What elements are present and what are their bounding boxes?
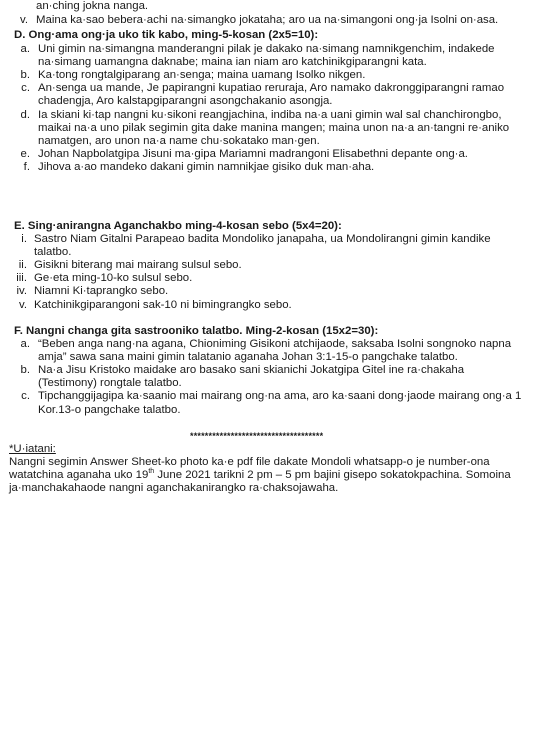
item-text-line: Uni gimin na·simangna manderangni pilak je dakako na·simang namnikgenchim, indakede [38,43,495,55]
item-text-line: Kor.13-o pangchake talatbo. [38,403,181,416]
item-text-line: Ia skiani ki·tap nangni ku·sikoni reangjachina, indiba na·a uani gimin wal sal chanchirongbo, [38,108,502,121]
notice-text: watatchina aganaha uko 19 [9,469,149,481]
notice-text: June 2021 tarikni 2 pm – 5 pm bajini gisepo sokatokpachina. Somoina [154,469,511,481]
item-number: iv. [16,285,27,298]
item-number: c. [21,82,30,95]
item-number: b. [20,69,30,82]
item-text-line: maikai na·a uno pilak segimin gita dake manina mangen; maina unon na·a an·tangni re·aniko [38,121,510,134]
continued-line: an·ching jokna nanga. [36,0,149,12]
item-text-line: Ka·tong rongtalgiparang an·senga; maina uamang Isolko nikgen. [38,69,366,82]
asterisk-divider: ************************************ [190,431,324,441]
notice-superscript: th [148,468,155,476]
section-e-heading: E. Sing·anirangna Aganchakbo ming-4-kosan sebo (5x4=20): [14,220,342,232]
section-d-heading: D. Ong·ama ong·ja uko tik kabo, ming-5-kosan (2x5=10): [14,29,319,41]
item-number: a. [20,338,30,350]
item-number: iii. [16,272,27,285]
item-text-line: Na·a Jisu Kristoko maidake aro basako sani skianichi Jokatgipa Gitel ine ra·chakaha [38,364,465,377]
item-text-line: Jihova a·ao mandeko dakani gimin namnikjae gisiko duk man·aha. [38,160,375,173]
item-text-line: amja” sawa sana maini gimin talataniо aganaha Johan 3:1-15-o pangchake talatbo. [38,351,458,364]
item-text-line: namatgen, aro unon na·a name chu·sokatako man·gen. [38,134,320,147]
item-text-line: chadengja, Aro kalstapgiparangni asongchakanio asongja. [38,95,333,108]
notice-line: Nangni segimin Answer Sheet-ko photo ka·e pdf file dakate Mondoli whatsapp-o je number-ona [9,456,490,468]
notice-title: *U·iatani: [9,443,56,455]
item-number: b. [20,364,30,377]
item-number: v. [19,14,28,26]
item-text-line: Gisikni biterang mai mairang sulsul sebo. [34,259,242,272]
item-text-line: “Beben anga nang·na agana, Chioniming Gisikoni atchijaode, saksaba Isolni songnoko napna [38,338,512,350]
item-text-line: An·senga ua mande, Je papirangni kupatiao reruraja, Aro namako dakronggiparangni ramao [38,82,505,95]
item-number: ii. [18,259,27,272]
item-text-line: Katchinikgiparangoni sak-10 ni bimingrangko sebo. [34,298,292,311]
item-number: f. [23,160,30,173]
item-text-line: talatbo. [34,246,72,259]
notice-line: ja·manchakahaode nangni aganchakanirangko ra·chaksojawaha. [9,482,339,494]
item-text-line: Ge·eta ming-10-ko sulsul sebo. [34,272,193,285]
item-number: v. [18,298,27,311]
notice-line [9,469,511,482]
item-number: i. [21,233,27,245]
item-text-line: (Testimony) rongtale talatbo. [38,377,182,390]
item-number: c. [21,390,30,403]
item-text-line: Sastro Niam Gitalni Parapeao badita Mondoliko janapaha, ua Mondolirangni gimin kandike [34,233,491,245]
section-f-heading: F. Nangni changa gita sastrooniko talatbo. Ming-2-kosan (15x2=30): [14,325,379,337]
item-text-line: Johan Napbolatgipa Jisuni ma·gipa Mariamni madrangoni Elisabethni depante ong·a. [38,147,468,160]
item-text-line: na·simang uamangna daknabe; maina ian niam aro katchinikgiparangni kata. [38,56,427,69]
item-number: d. [20,108,30,121]
item-number: e. [20,147,30,160]
item-text: Maina ka·sao bebera·achi na·simangko jokataha; aro ua na·simangoni ong·ja Isolni on·asa. [36,14,499,26]
item-text-line: Niamni Ki·taprangko sebo. [34,285,169,298]
item-text-line: Tipchanggijagipa ka·saanio mai mairang ong·na ama, aro ka·saani dong·jaode mairang ong·a 1 [38,390,522,403]
item-number: a. [20,43,30,55]
